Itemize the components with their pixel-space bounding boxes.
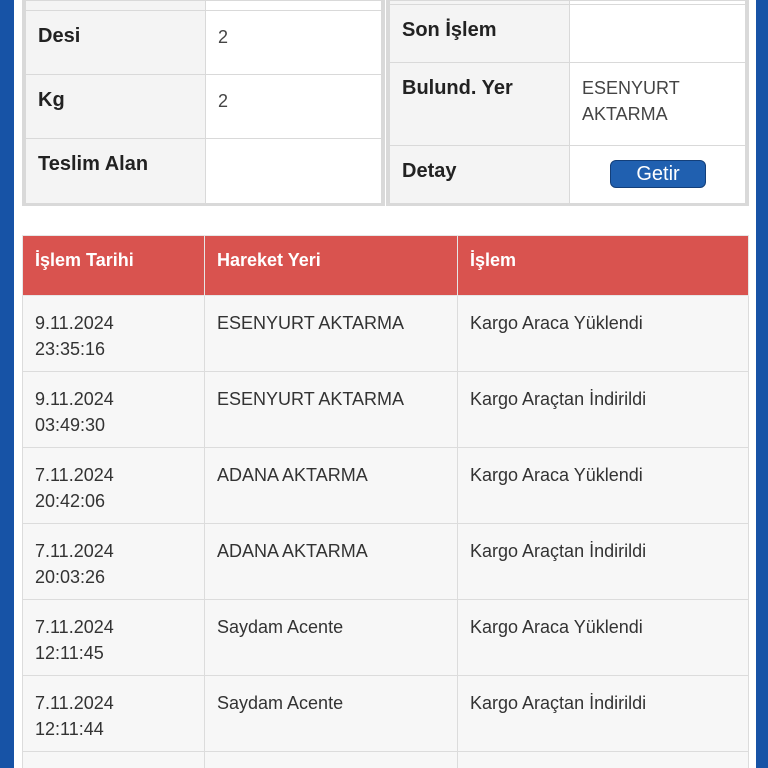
row-date-cell xyxy=(23,296,205,372)
row-place: Saydam Acente xyxy=(205,600,458,676)
row-place: ESENYURT AKTARMA xyxy=(205,296,458,372)
row-time: 12:11:44 xyxy=(35,719,104,739)
bulund-yer-label: Bulund. Yer xyxy=(390,63,570,146)
bulund-yer-line2: AKTARMA xyxy=(582,104,668,124)
row-time: 12:11:45 xyxy=(35,643,104,663)
row-date-cell xyxy=(23,448,205,524)
row-date: 7.11.2024 xyxy=(35,541,114,561)
table-row xyxy=(23,372,749,448)
teslim-alan-label: Teslim Alan xyxy=(26,139,206,204)
row-action: Kargo Araçtan İndirildi xyxy=(458,524,749,600)
bulund-yer-value xyxy=(570,63,746,146)
shipment-history-table xyxy=(22,235,749,768)
row-date: 9.11.2024 xyxy=(35,389,114,409)
row-date-cell xyxy=(23,752,205,768)
row-place: ESENYURT AKTARMA xyxy=(205,372,458,448)
desi-label: Desi xyxy=(26,11,206,75)
bulund-yer-line1: ESENYURT xyxy=(582,78,680,98)
kg-label: Kg xyxy=(26,75,206,139)
table-row xyxy=(23,448,749,524)
teslim-alan-value xyxy=(206,139,382,204)
header-islem-tarihi: İşlem Tarihi xyxy=(23,236,205,296)
table-row xyxy=(23,296,749,372)
row-place xyxy=(205,752,458,768)
detay-cell xyxy=(570,146,746,204)
row-time: 03:49:30 xyxy=(35,415,106,435)
row-action: Kargo Araçtan İndirildi xyxy=(458,372,749,448)
shipment-info-left xyxy=(22,0,385,206)
row-date-cell xyxy=(23,524,205,600)
table-row xyxy=(23,600,749,676)
page-frame xyxy=(14,0,756,768)
row-place: Saydam Acente xyxy=(205,676,458,752)
table-row xyxy=(23,524,749,600)
shipment-info-right xyxy=(386,0,749,206)
row-action: Kargo Araca Yüklendi xyxy=(458,448,749,524)
row-date: 7.11.2024 xyxy=(35,465,114,485)
row-date: 9.11.2024 xyxy=(35,313,114,333)
history-header-row xyxy=(23,236,749,296)
row-date-cell xyxy=(23,676,205,752)
detay-label: Detay xyxy=(390,146,570,204)
row-date-cell xyxy=(23,372,205,448)
header-islem: İşlem xyxy=(458,236,749,296)
row-time: 20:42:06 xyxy=(35,491,106,511)
row-time: 23:35:16 xyxy=(35,339,106,359)
table-row xyxy=(23,752,749,768)
table-row xyxy=(23,676,749,752)
row-action: Kargo Araca Yüklendi xyxy=(458,600,749,676)
son-islem-label: Son İşlem xyxy=(390,5,570,63)
row-place: ADANA AKTARMA xyxy=(205,448,458,524)
row-date: 7.11.2024 xyxy=(35,693,114,713)
row-action: Kargo Araçtan İndirildi xyxy=(458,676,749,752)
row-action: Kargo Araca Yüklendi xyxy=(458,296,749,372)
getir-button[interactable]: Getir xyxy=(610,160,706,188)
kg-value: 2 xyxy=(206,75,382,139)
row-place: ADANA AKTARMA xyxy=(205,524,458,600)
row-action xyxy=(458,752,749,768)
desi-value: 2 xyxy=(206,11,382,75)
row-date-cell xyxy=(23,600,205,676)
son-islem-value xyxy=(570,5,746,63)
header-hareket-yeri: Hareket Yeri xyxy=(205,236,458,296)
row-time: 20:03:26 xyxy=(35,567,106,587)
row-date: 7.11.2024 xyxy=(35,617,114,637)
